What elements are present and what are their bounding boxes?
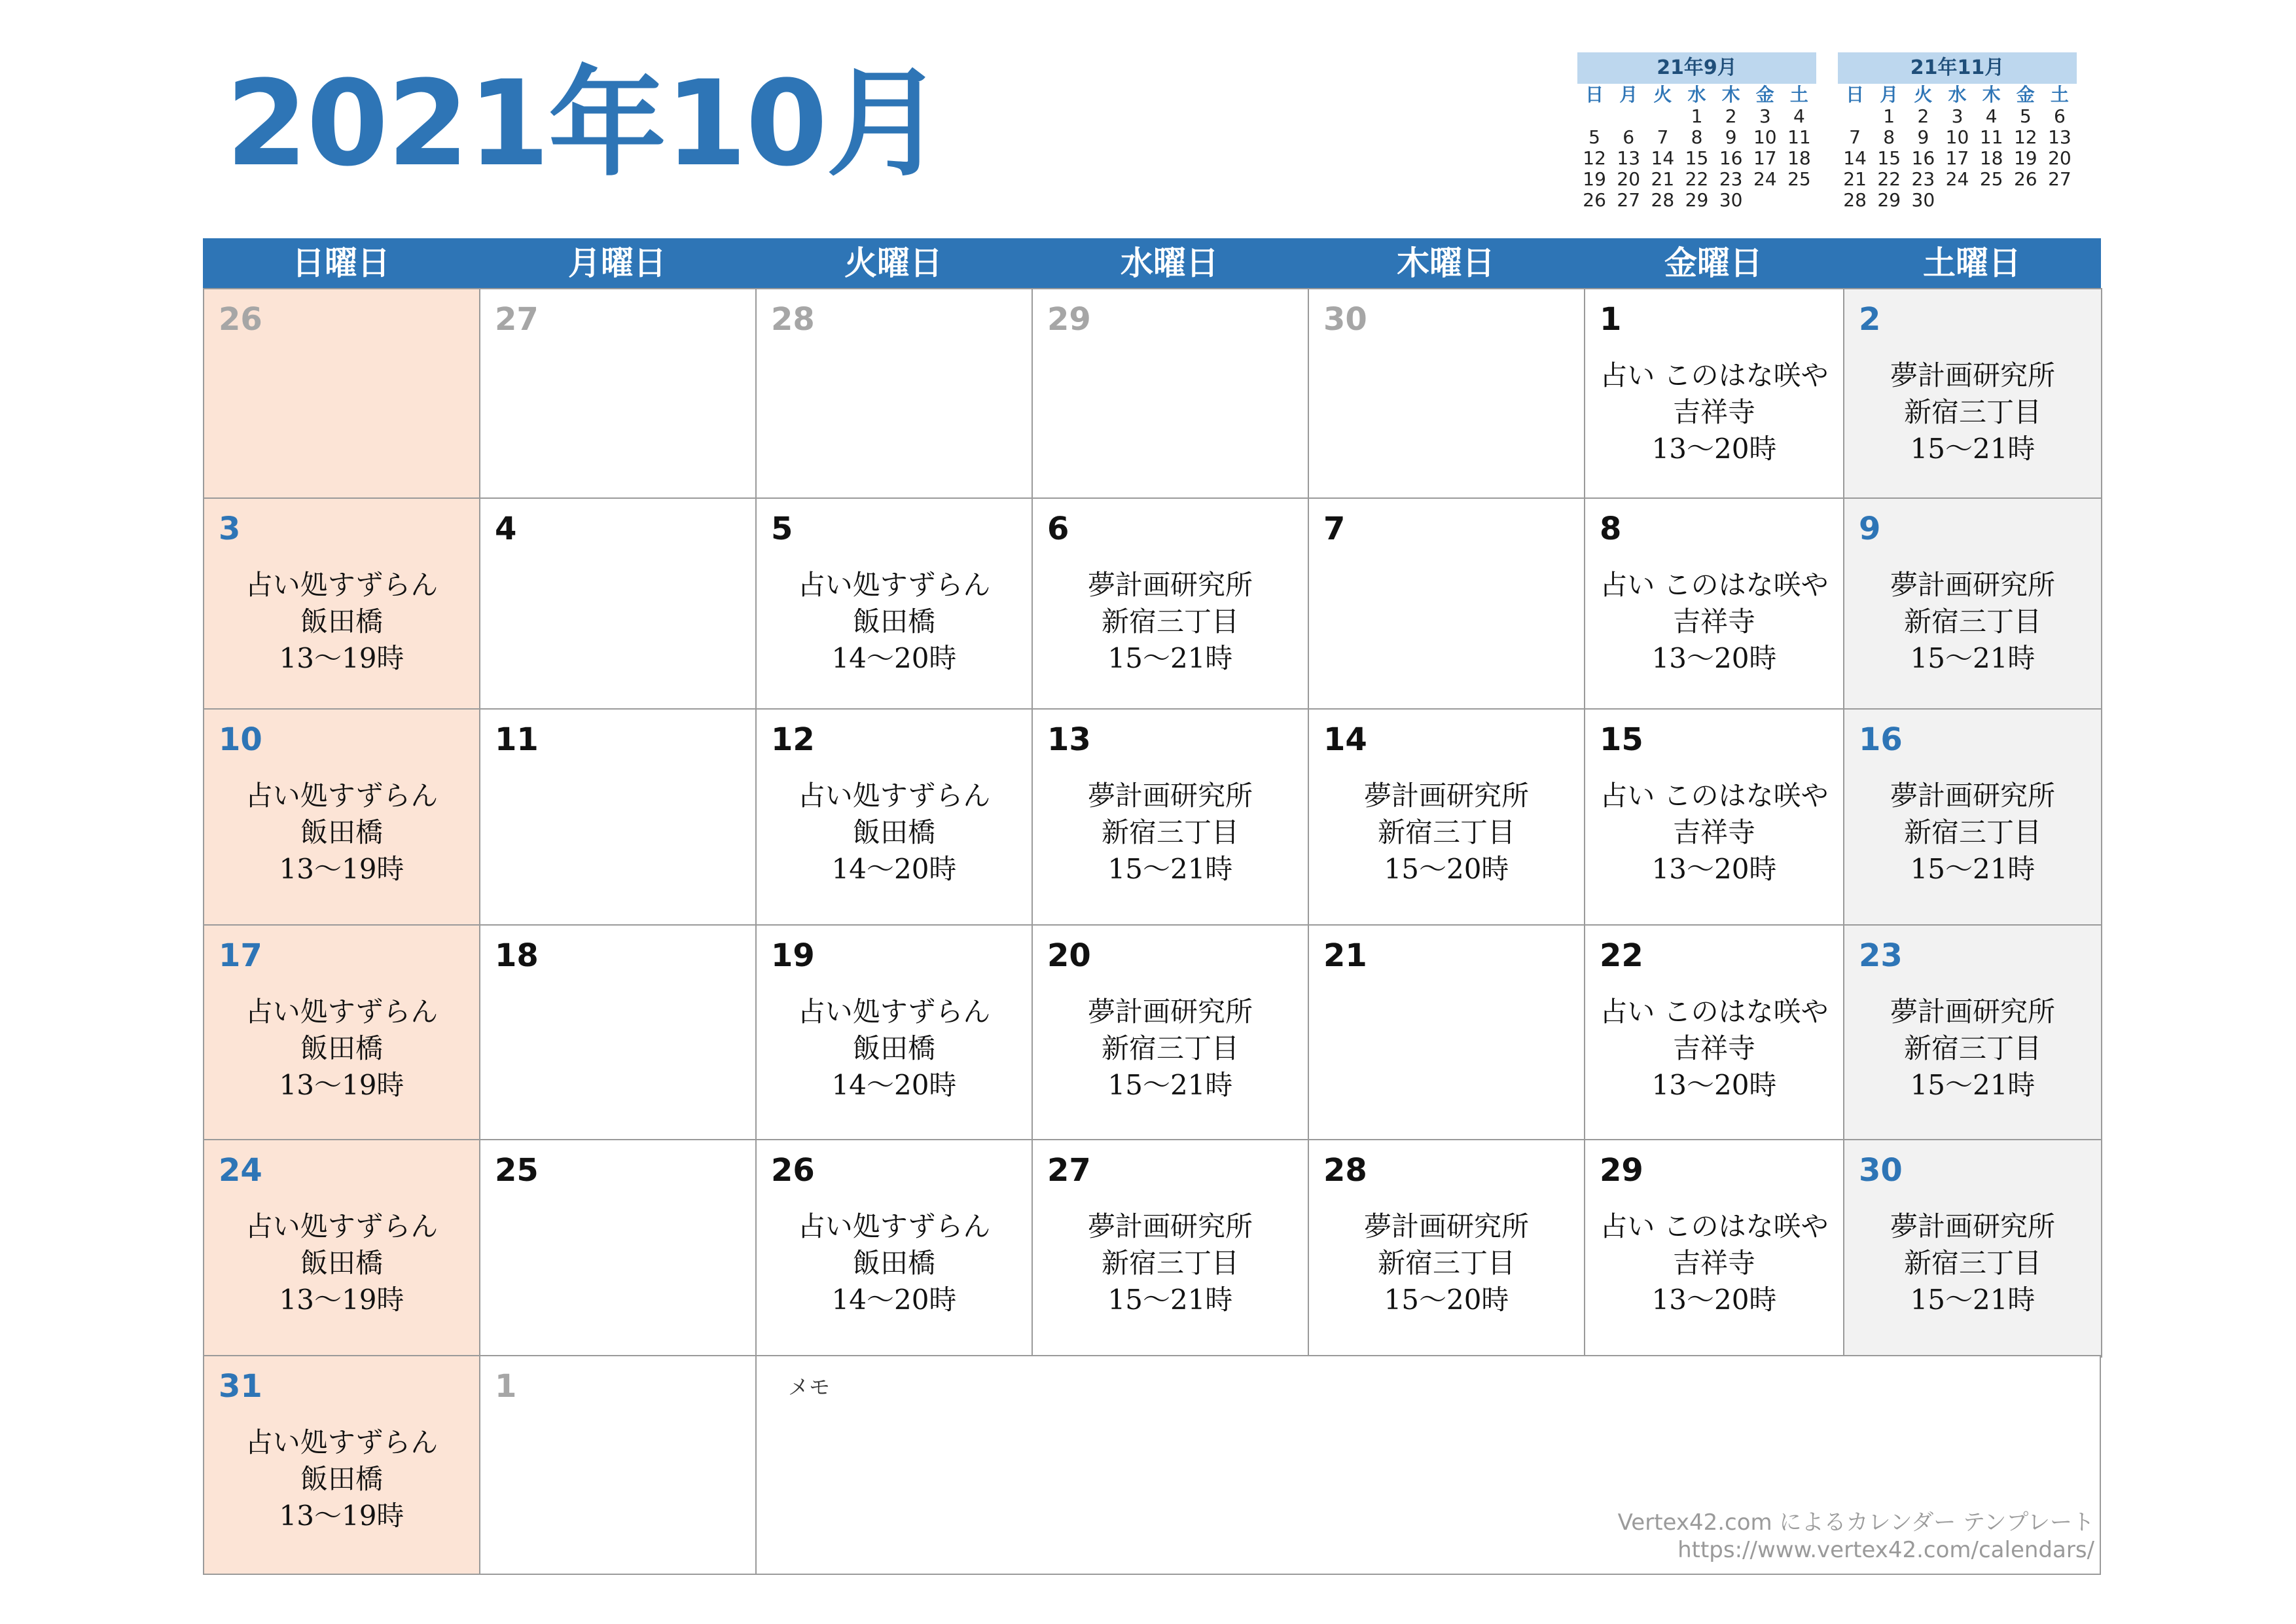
event-line: 夢計画研究所	[1087, 569, 1253, 601]
day-cell[interactable]	[1843, 1139, 2102, 1358]
mini-day: 11	[1787, 126, 1811, 148]
day-number: 27	[1047, 1152, 1091, 1189]
day-cell[interactable]	[479, 708, 757, 927]
mini-day: 14	[1651, 147, 1675, 169]
day-cell[interactable]	[1584, 288, 1844, 500]
day-number: 1	[1600, 301, 1622, 338]
event-line: 13〜19時	[279, 1069, 404, 1101]
day-number: 27	[495, 301, 539, 338]
day-cell[interactable]	[755, 1139, 1033, 1358]
mini-day: 5	[2019, 105, 2032, 127]
event-line: 夢計画研究所	[1890, 780, 2055, 812]
mini-day: 5	[1588, 126, 1600, 148]
mini-weekday-label: 火	[1914, 84, 1933, 105]
event-line: 夢計画研究所	[1890, 1210, 2055, 1242]
event-block	[1585, 357, 1843, 467]
mini-weekday-label: 木	[1982, 84, 2001, 105]
event-line: 13〜19時	[279, 1284, 404, 1316]
event-line: 夢計画研究所	[1087, 780, 1253, 812]
event-block	[1844, 778, 2101, 888]
event-line: 15〜21時	[1107, 1284, 1233, 1316]
event-line: 15〜21時	[1910, 642, 2036, 674]
mini-day: 21	[1651, 168, 1675, 190]
mini-day: 10	[1945, 126, 1969, 148]
mini-calendar-title: 21年9月	[1577, 52, 1816, 84]
day-number: 12	[771, 721, 815, 758]
event-line: 新宿三丁目	[1903, 1032, 2041, 1064]
event-line: 占い このはな咲や	[1600, 569, 1829, 601]
mini-day: 19	[1583, 168, 1606, 190]
day-cell[interactable]	[1843, 924, 2102, 1142]
event-line: 15〜21時	[1910, 433, 2036, 465]
event-line: 吉祥寺	[1672, 816, 1755, 848]
day-cell[interactable]	[1308, 288, 1585, 500]
mini-weekday-label: 月	[1880, 84, 1899, 105]
day-number: 10	[219, 721, 262, 758]
memo-area[interactable]	[755, 1355, 2101, 1575]
mini-day: 21	[1843, 168, 1867, 190]
event-line: 15〜21時	[1910, 853, 2036, 885]
event-line: 占い処すずらん	[245, 569, 439, 601]
mini-day: 13	[2048, 126, 2072, 148]
credit-text: Vertex42.com によるカレンダー テンプレート	[1617, 1509, 2094, 1536]
event-line: 13〜20時	[1651, 853, 1777, 885]
day-cell[interactable]	[479, 924, 757, 1142]
mini-day: 27	[2048, 168, 2072, 190]
event-block	[204, 567, 479, 677]
day-cell[interactable]	[479, 1139, 757, 1358]
day-cell[interactable]	[1843, 708, 2102, 927]
mini-day: 24	[1753, 168, 1777, 190]
day-number: 2	[1859, 301, 1881, 338]
day-number: 21	[1323, 937, 1367, 974]
day-number: 24	[219, 1152, 262, 1189]
mini-day: 13	[1617, 147, 1641, 169]
event-line: 15〜21時	[1910, 1069, 2036, 1101]
event-line: 15〜21時	[1107, 642, 1233, 674]
mini-day: 18	[1979, 147, 2003, 169]
day-number: 4	[495, 511, 517, 547]
mini-weekday-label: 水	[1948, 84, 1967, 105]
event-line: 15〜20時	[1384, 853, 1509, 885]
mini-day	[1748, 190, 1782, 211]
mini-day	[1577, 106, 1611, 127]
event-block	[1585, 1208, 1843, 1318]
event-block	[757, 778, 1031, 888]
mini-day	[1611, 106, 1645, 127]
day-number: 5	[771, 511, 793, 547]
mini-day: 15	[1685, 147, 1709, 169]
weekday-header-4: 木曜日	[1397, 244, 1495, 282]
day-cell[interactable]	[479, 288, 757, 500]
day-cell[interactable]	[203, 924, 480, 1142]
day-cell[interactable]	[1584, 1139, 1844, 1358]
mini-day: 23	[1719, 168, 1743, 190]
event-line: 夢計画研究所	[1087, 996, 1253, 1028]
mini-day: 26	[2013, 168, 2037, 190]
mini-day	[1975, 190, 2009, 211]
event-block	[1309, 1208, 1584, 1318]
mini-day: 17	[1945, 147, 1969, 169]
mini-weekday-label: 火	[1653, 84, 1672, 105]
day-number: 9	[1859, 511, 1881, 547]
day-number: 11	[495, 721, 539, 758]
event-line: 13〜20時	[1651, 1069, 1777, 1101]
mini-calendar-prev	[1577, 52, 1816, 211]
event-line: 夢計画研究所	[1890, 569, 2055, 601]
mini-day: 18	[1787, 147, 1811, 169]
weekday-header-2: 火曜日	[844, 244, 942, 282]
day-cell[interactable]	[1031, 497, 1309, 711]
event-line: 新宿三丁目	[1101, 816, 1239, 848]
day-cell[interactable]	[755, 497, 1033, 711]
day-number: 20	[1047, 937, 1091, 974]
event-block	[1585, 994, 1843, 1104]
weekday-header-0: 日曜日	[292, 244, 390, 282]
weekday-header-3: 水曜日	[1121, 244, 1219, 282]
event-line: 13〜19時	[279, 642, 404, 674]
mini-day: 22	[1877, 168, 1901, 190]
mini-day: 29	[1877, 189, 1901, 211]
day-number: 30	[1859, 1152, 1903, 1189]
event-line: 15〜21時	[1107, 1069, 1233, 1101]
mini-day: 12	[1583, 147, 1606, 169]
mini-day: 26	[1583, 189, 1606, 211]
event-line: 新宿三丁目	[1101, 1247, 1239, 1279]
event-line: 新宿三丁目	[1377, 816, 1515, 848]
day-number: 1	[495, 1368, 517, 1405]
event-line: 夢計画研究所	[1363, 1210, 1529, 1242]
event-line: 14〜20時	[831, 853, 957, 885]
mini-day: 6	[2054, 105, 2066, 127]
event-line: 占い処すずらん	[797, 996, 991, 1028]
day-number: 17	[219, 937, 262, 974]
mini-day: 29	[1685, 189, 1709, 211]
weekday-header-6: 土曜日	[1923, 244, 2021, 282]
event-line: 13〜19時	[279, 853, 404, 885]
day-cell[interactable]	[1031, 1139, 1309, 1358]
mini-day: 12	[2013, 126, 2037, 148]
event-block	[1033, 778, 1308, 888]
mini-day: 27	[1617, 189, 1641, 211]
mini-day	[1838, 106, 1872, 127]
day-number: 14	[1323, 721, 1367, 758]
event-line: 飯田橋	[852, 605, 935, 638]
event-line: 13〜20時	[1651, 1284, 1777, 1316]
mini-day: 15	[1877, 147, 1901, 169]
mini-day: 14	[1843, 147, 1867, 169]
event-line: 占い処すずらん	[797, 1210, 991, 1242]
event-line: 飯田橋	[300, 1247, 383, 1279]
mini-day: 7	[1849, 126, 1861, 148]
mini-day: 25	[1787, 168, 1811, 190]
event-line: 夢計画研究所	[1087, 1210, 1253, 1242]
event-line: 新宿三丁目	[1903, 816, 2041, 848]
mini-day: 9	[1917, 126, 1929, 148]
event-block	[1844, 357, 2101, 467]
day-cell[interactable]	[1584, 708, 1844, 927]
day-cell[interactable]	[479, 497, 757, 711]
event-line: 新宿三丁目	[1903, 396, 2041, 428]
day-cell[interactable]	[1031, 288, 1309, 500]
day-number: 8	[1600, 511, 1622, 547]
day-number: 29	[1047, 301, 1091, 338]
event-block	[757, 567, 1031, 677]
mini-day: 20	[2048, 147, 2072, 169]
event-line: 占い処すずらん	[245, 1426, 439, 1458]
event-line: 新宿三丁目	[1377, 1247, 1515, 1279]
mini-day: 10	[1753, 126, 1777, 148]
day-number: 18	[495, 937, 539, 974]
event-line: 占い このはな咲や	[1600, 780, 1829, 812]
event-block	[757, 1208, 1031, 1318]
day-cell[interactable]	[203, 1139, 480, 1358]
day-number: 7	[1323, 511, 1346, 547]
day-number: 31	[219, 1368, 262, 1405]
event-line: 13〜20時	[1651, 433, 1777, 465]
mini-day: 1	[1883, 105, 1895, 127]
mini-day: 3	[1951, 105, 1964, 127]
day-cell[interactable]	[479, 1355, 757, 1575]
event-line: 飯田橋	[300, 1463, 383, 1495]
day-cell[interactable]	[1031, 708, 1309, 927]
mini-day: 1	[1691, 105, 1703, 127]
mini-day: 11	[1979, 126, 2003, 148]
event-line: 占い処すずらん	[245, 996, 439, 1028]
event-line: 15〜21時	[1910, 1284, 2036, 1316]
event-line: 占い このはな咲や	[1600, 996, 1829, 1028]
day-cell[interactable]	[755, 288, 1033, 500]
event-block	[1033, 994, 1308, 1104]
event-line: 15〜20時	[1384, 1284, 1509, 1316]
day-number: 15	[1600, 721, 1643, 758]
mini-day: 30	[1911, 189, 1935, 211]
mini-day: 4	[1793, 105, 1805, 127]
event-block	[1585, 778, 1843, 888]
day-cell[interactable]	[203, 497, 480, 711]
mini-day: 17	[1753, 147, 1777, 169]
mini-weekday-label: 月	[1619, 84, 1638, 105]
day-cell[interactable]	[1308, 708, 1585, 927]
day-cell[interactable]	[1308, 497, 1585, 711]
event-block	[1844, 567, 2101, 677]
day-number: 13	[1047, 721, 1091, 758]
day-number: 22	[1600, 937, 1643, 974]
mini-day: 6	[1623, 126, 1635, 148]
weekday-header-5: 金曜日	[1664, 244, 1763, 282]
event-line: 占い処すずらん	[245, 780, 439, 812]
day-number: 26	[219, 301, 262, 338]
day-number: 26	[771, 1152, 815, 1189]
mini-weekday-label: 金	[2016, 84, 2035, 105]
event-block	[1844, 1208, 2101, 1318]
event-line: 新宿三丁目	[1101, 605, 1239, 638]
day-number: 16	[1859, 721, 1903, 758]
event-line: 占い このはな咲や	[1600, 1210, 1829, 1242]
mini-day	[2043, 190, 2077, 211]
day-number: 28	[771, 301, 815, 338]
event-line: 飯田橋	[852, 1247, 935, 1279]
mini-day	[2009, 190, 2043, 211]
day-number: 6	[1047, 511, 1069, 547]
event-line: 新宿三丁目	[1903, 605, 2041, 638]
event-line: 夢計画研究所	[1890, 996, 2055, 1028]
mini-day: 8	[1883, 126, 1895, 148]
mini-weekday-label: 木	[1721, 84, 1740, 105]
event-block	[204, 1424, 479, 1534]
mini-day: 20	[1617, 168, 1641, 190]
mini-day: 2	[1725, 105, 1737, 127]
event-line: 14〜20時	[831, 1069, 957, 1101]
mini-weekday-label: 土	[2050, 84, 2069, 105]
mini-weekday-label: 日	[1585, 84, 1604, 105]
month-grid	[203, 238, 2101, 1574]
event-line: 飯田橋	[300, 816, 383, 848]
mini-calendar-title: 21年11月	[1838, 52, 2077, 84]
mini-day: 4	[1985, 105, 1998, 127]
mini-day	[1645, 106, 1679, 127]
day-cell[interactable]	[203, 708, 480, 927]
day-cell[interactable]	[1843, 288, 2102, 500]
day-cell[interactable]	[203, 288, 480, 500]
day-cell[interactable]	[1031, 924, 1309, 1142]
day-cell[interactable]	[755, 708, 1033, 927]
day-cell[interactable]	[203, 1355, 480, 1575]
day-cell[interactable]	[1843, 497, 2102, 711]
event-block	[1844, 994, 2101, 1104]
event-block	[204, 1208, 479, 1318]
event-block	[204, 778, 479, 888]
mini-weekday-label: 水	[1687, 84, 1706, 105]
day-number: 30	[1323, 301, 1367, 338]
mini-day: 3	[1759, 105, 1771, 127]
mini-day	[1940, 190, 1974, 211]
event-block	[1033, 567, 1308, 677]
event-line: 14〜20時	[831, 1284, 957, 1316]
credit-link[interactable]: https://www.vertex42.com/calendars/	[1677, 1537, 2094, 1563]
event-line: 13〜20時	[1651, 642, 1777, 674]
day-cell[interactable]	[1308, 924, 1585, 1142]
day-cell[interactable]	[1308, 1139, 1585, 1358]
mini-day: 22	[1685, 168, 1709, 190]
mini-day: 28	[1843, 189, 1867, 211]
event-line: 飯田橋	[300, 605, 383, 638]
day-cell[interactable]	[755, 924, 1033, 1142]
mini-day: 25	[1979, 168, 2003, 190]
day-number: 25	[495, 1152, 539, 1189]
mini-day: 2	[1917, 105, 1929, 127]
event-block	[204, 994, 479, 1104]
day-number: 19	[771, 937, 815, 974]
event-line: 吉祥寺	[1672, 1247, 1755, 1279]
event-line: 新宿三丁目	[1903, 1247, 2041, 1279]
mini-day: 30	[1719, 189, 1743, 211]
mini-day: 24	[1945, 168, 1969, 190]
mini-day: 8	[1691, 126, 1703, 148]
event-line: 15〜21時	[1107, 853, 1233, 885]
mini-weekday-label: 日	[1846, 84, 1865, 105]
event-line: 吉祥寺	[1672, 396, 1755, 428]
weekday-header-1: 月曜日	[568, 244, 666, 282]
event-block	[1309, 778, 1584, 888]
event-line: 占い このはな咲や	[1600, 359, 1829, 391]
event-line: 吉祥寺	[1672, 1032, 1755, 1064]
event-line: 14〜20時	[831, 642, 957, 674]
mini-day: 16	[1911, 147, 1935, 169]
mini-day: 16	[1719, 147, 1743, 169]
event-line: 13〜19時	[279, 1500, 404, 1532]
day-number: 28	[1323, 1152, 1367, 1189]
mini-day: 7	[1657, 126, 1669, 148]
mini-day: 19	[2013, 147, 2037, 169]
page-title: 2021年10月	[226, 56, 943, 192]
event-line: 吉祥寺	[1672, 605, 1755, 638]
event-block	[1585, 567, 1843, 677]
event-line: 飯田橋	[852, 816, 935, 848]
memo-label: メモ	[788, 1375, 831, 1399]
day-cell[interactable]	[1584, 924, 1844, 1142]
mini-day: 28	[1651, 189, 1675, 211]
mini-weekday-label: 金	[1755, 84, 1774, 105]
weekday-header	[203, 238, 2101, 288]
event-line: 新宿三丁目	[1101, 1032, 1239, 1064]
mini-calendar-next	[1838, 52, 2077, 211]
mini-weekday-label: 土	[1789, 84, 1808, 105]
mini-day	[1782, 190, 1816, 211]
event-line: 占い処すずらん	[797, 780, 991, 812]
mini-day: 9	[1725, 126, 1737, 148]
event-line: 占い処すずらん	[245, 1210, 439, 1242]
event-line: 夢計画研究所	[1890, 359, 2055, 391]
event-line: 占い処すずらん	[797, 569, 991, 601]
event-block	[1033, 1208, 1308, 1318]
event-line: 夢計画研究所	[1363, 780, 1529, 812]
day-number: 23	[1859, 937, 1903, 974]
day-number: 3	[219, 511, 241, 547]
event-line: 飯田橋	[852, 1032, 935, 1064]
day-number: 29	[1600, 1152, 1643, 1189]
event-block	[757, 994, 1031, 1104]
mini-day: 23	[1911, 168, 1935, 190]
event-line: 飯田橋	[300, 1032, 383, 1064]
day-cell[interactable]	[1584, 497, 1844, 711]
